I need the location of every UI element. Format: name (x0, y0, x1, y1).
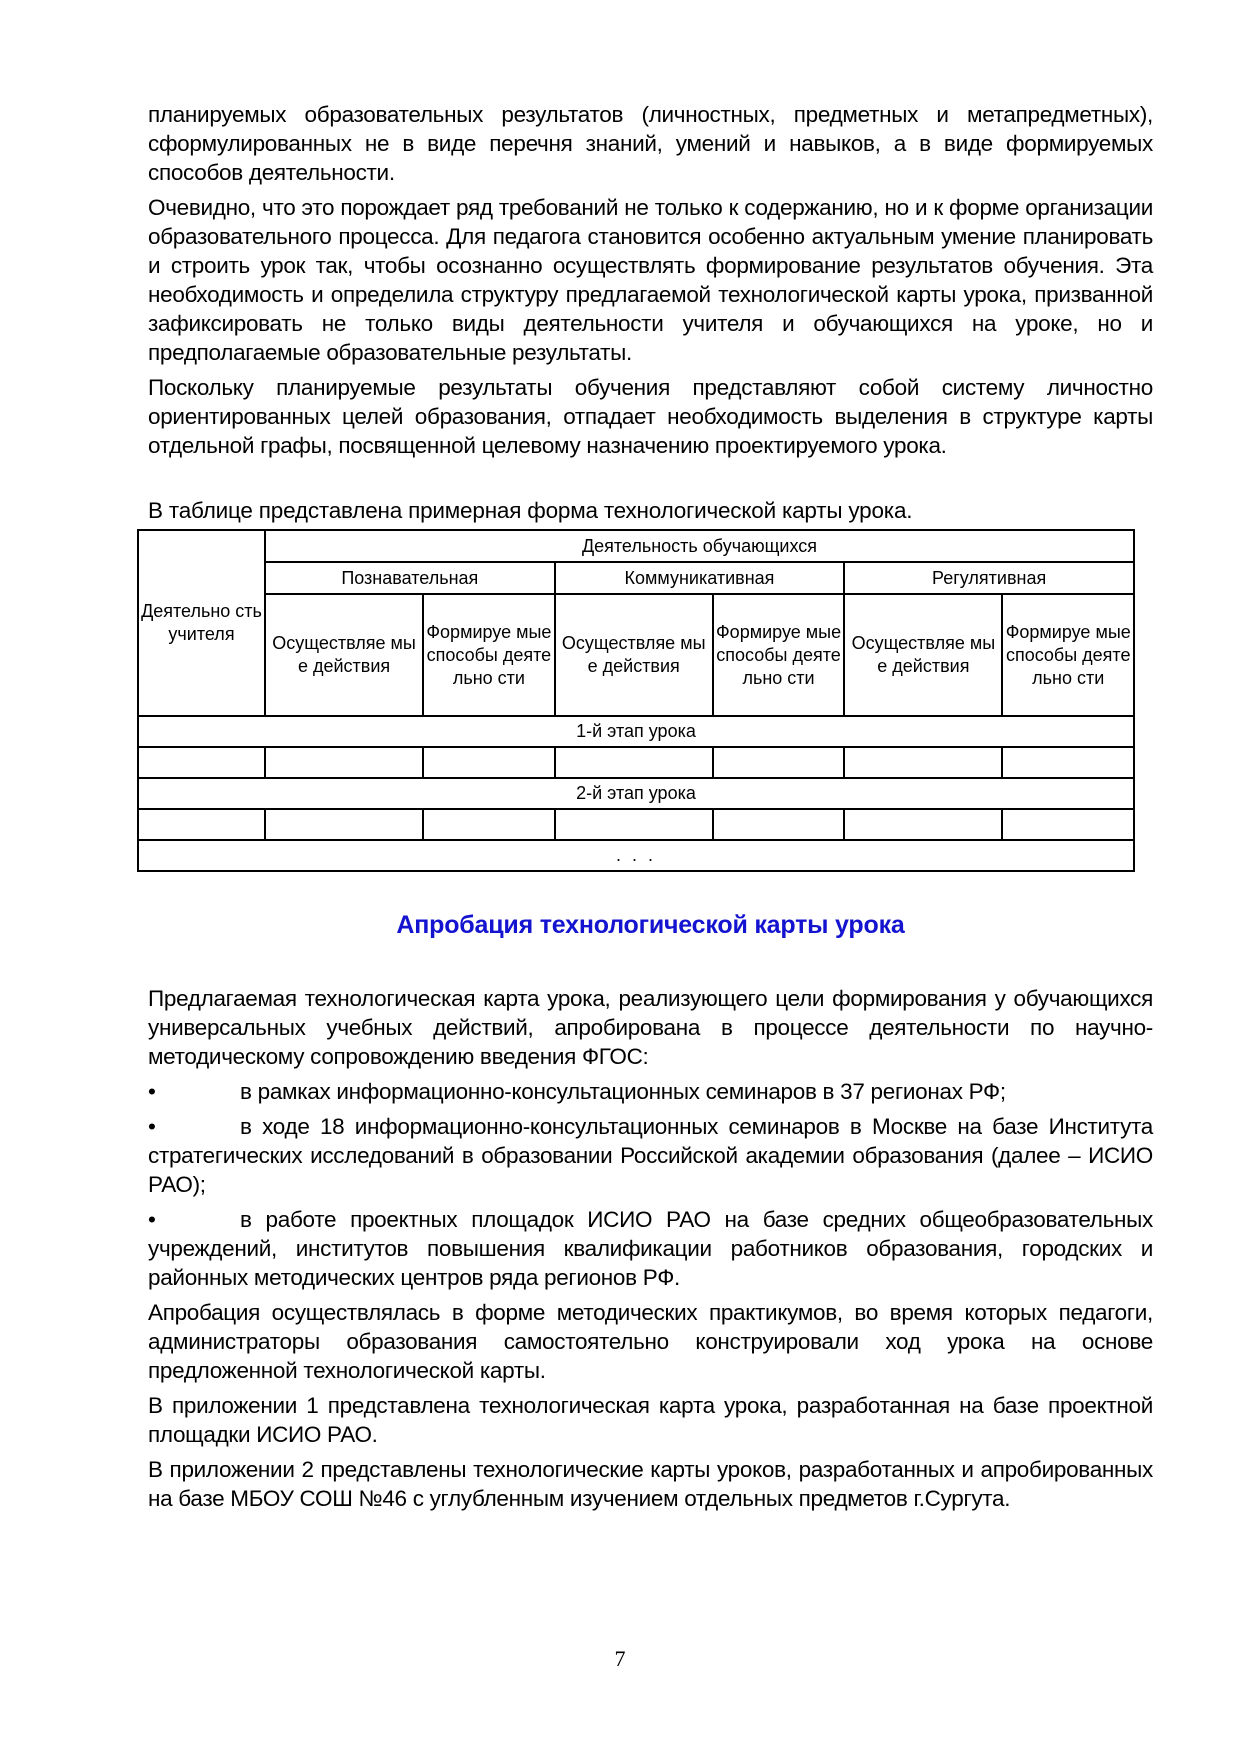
bullet-icon: • (148, 1207, 156, 1232)
table-cell (844, 809, 1002, 840)
students-activity-header: Деятельность обучающихся (265, 530, 1134, 562)
table-cell (265, 809, 423, 840)
group-cognitive: Познавательная (265, 562, 555, 594)
bullet-icon: • (148, 1079, 156, 1104)
table-cell (1002, 809, 1134, 840)
section-heading: Апробация технологической карты урока (396, 911, 905, 939)
stage-1-row: 1-й этап урока (138, 716, 1134, 747)
bullet-icon: • (148, 1114, 156, 1139)
paragraph-goals: Поскольку планируемые результаты обучения представляют собой систему личностно ориентированных целей образования, отпадает необходимость выделения в структуре карты отдельной графы, посвященной целевому назначению проектируемого урока. (148, 375, 1153, 458)
table-cell (138, 747, 265, 778)
list-item (148, 1205, 1153, 1292)
list-item-text: в рамках информационно-консультационных семинаров в 37 регионах РФ; (240, 1079, 1006, 1104)
technological-map-table (137, 529, 1135, 872)
list-item (148, 1077, 1153, 1106)
document-page (141, 100, 1153, 1519)
paragraph-planned-results: планируемых образовательных результатов (личностных, предметных и метапредметных), сформулированных не в виде перечня знаний, умений и навыков, а в виде формируемых способов деятельности. (148, 102, 1153, 185)
stage-2-row: 2-й этап урока (138, 778, 1134, 809)
table-cell (1002, 747, 1134, 778)
page-number: 7 (614, 1646, 626, 1671)
group-regulatory: Регулятивная (844, 562, 1134, 594)
table-cell (555, 809, 713, 840)
table-cell (844, 747, 1002, 778)
table-row (138, 809, 1134, 840)
list-item-text: в работе проектных площадок ИСИО РАО на базе средних общеобразовательных учреждений, институтов повышения квалификации работников образования, городских и районных методических центров ряда регионов РФ. (148, 1207, 1153, 1290)
regulatory-methods-header: Формируе мые способы деятельно сти (1002, 594, 1134, 716)
communicative-methods-header: Формируе мые способы деятельно сти (713, 594, 844, 716)
table-cell (555, 747, 713, 778)
paragraph-approbation-form: Апробация осуществлялась в форме методических практикумов, во время которых педагоги, администраторы образования самостоятельно конструировали ход урока на основе предложенной технологической карты. (148, 1300, 1153, 1383)
table-cell (265, 747, 423, 778)
cognitive-actions-header: Осуществляе мые действия (265, 594, 423, 716)
group-communicative: Коммуникативная (555, 562, 845, 594)
paragraph-appendix-2: В приложении 2 представлены технологические карты уроков, разработанных и апробированных на базе МБОУ СОШ №46 с углубленным изучением отдельных предметов г.Сургута. (148, 1457, 1153, 1511)
regulatory-actions-header: Осуществляе мые действия (844, 594, 1002, 716)
teacher-activity-header: Деятельно сть учителя (138, 530, 265, 716)
cognitive-methods-header: Формируе мые способы деятельно сти (423, 594, 554, 716)
table-caption: В таблице представлена примерная форма технологической карты урока. (148, 498, 913, 523)
paragraph-approbation-intro: Предлагаемая технологическая карта урока, реализующего цели формирования у обучающихся универсальных учебных действий, апробирована в процессе деятельности по научно-методическому сопровождению введения ФГОС: (148, 986, 1153, 1069)
paragraph-requirements: Очевидно, что это порождает ряд требований не только к содержанию, но и к форме организации образовательного процесса. Для педагога становится особенно актуальным умение планировать и строить урок так, чтобы осознанно осуществлять формирование результатов обучения. Эта необходимость и определила структуру предлагаемой технологической карты урока, призванной зафиксировать не только виды деятельности учителя и обучающихся на уроке, но и предполагаемые образовательные результаты. (148, 195, 1153, 365)
paragraph-appendix-1: В приложении 1 представлена технологическая карта урока, разработанная на базе проектной площадки ИСИО РАО. (148, 1393, 1153, 1447)
communicative-actions-header: Осуществляе мые действия (555, 594, 713, 716)
table-row (138, 747, 1134, 778)
ellipsis-row: . . . (138, 840, 1134, 871)
list-item-text: в ходе 18 информационно-консультационных семинаров в Москве на базе Института стратегических исследований в образовании Российской академии образования (далее – ИСИО РАО); (148, 1114, 1153, 1197)
list-item (148, 1112, 1153, 1199)
table-cell (713, 809, 844, 840)
table-cell (713, 747, 844, 778)
table-cell (423, 747, 554, 778)
table-cell (138, 809, 265, 840)
table-cell (423, 809, 554, 840)
